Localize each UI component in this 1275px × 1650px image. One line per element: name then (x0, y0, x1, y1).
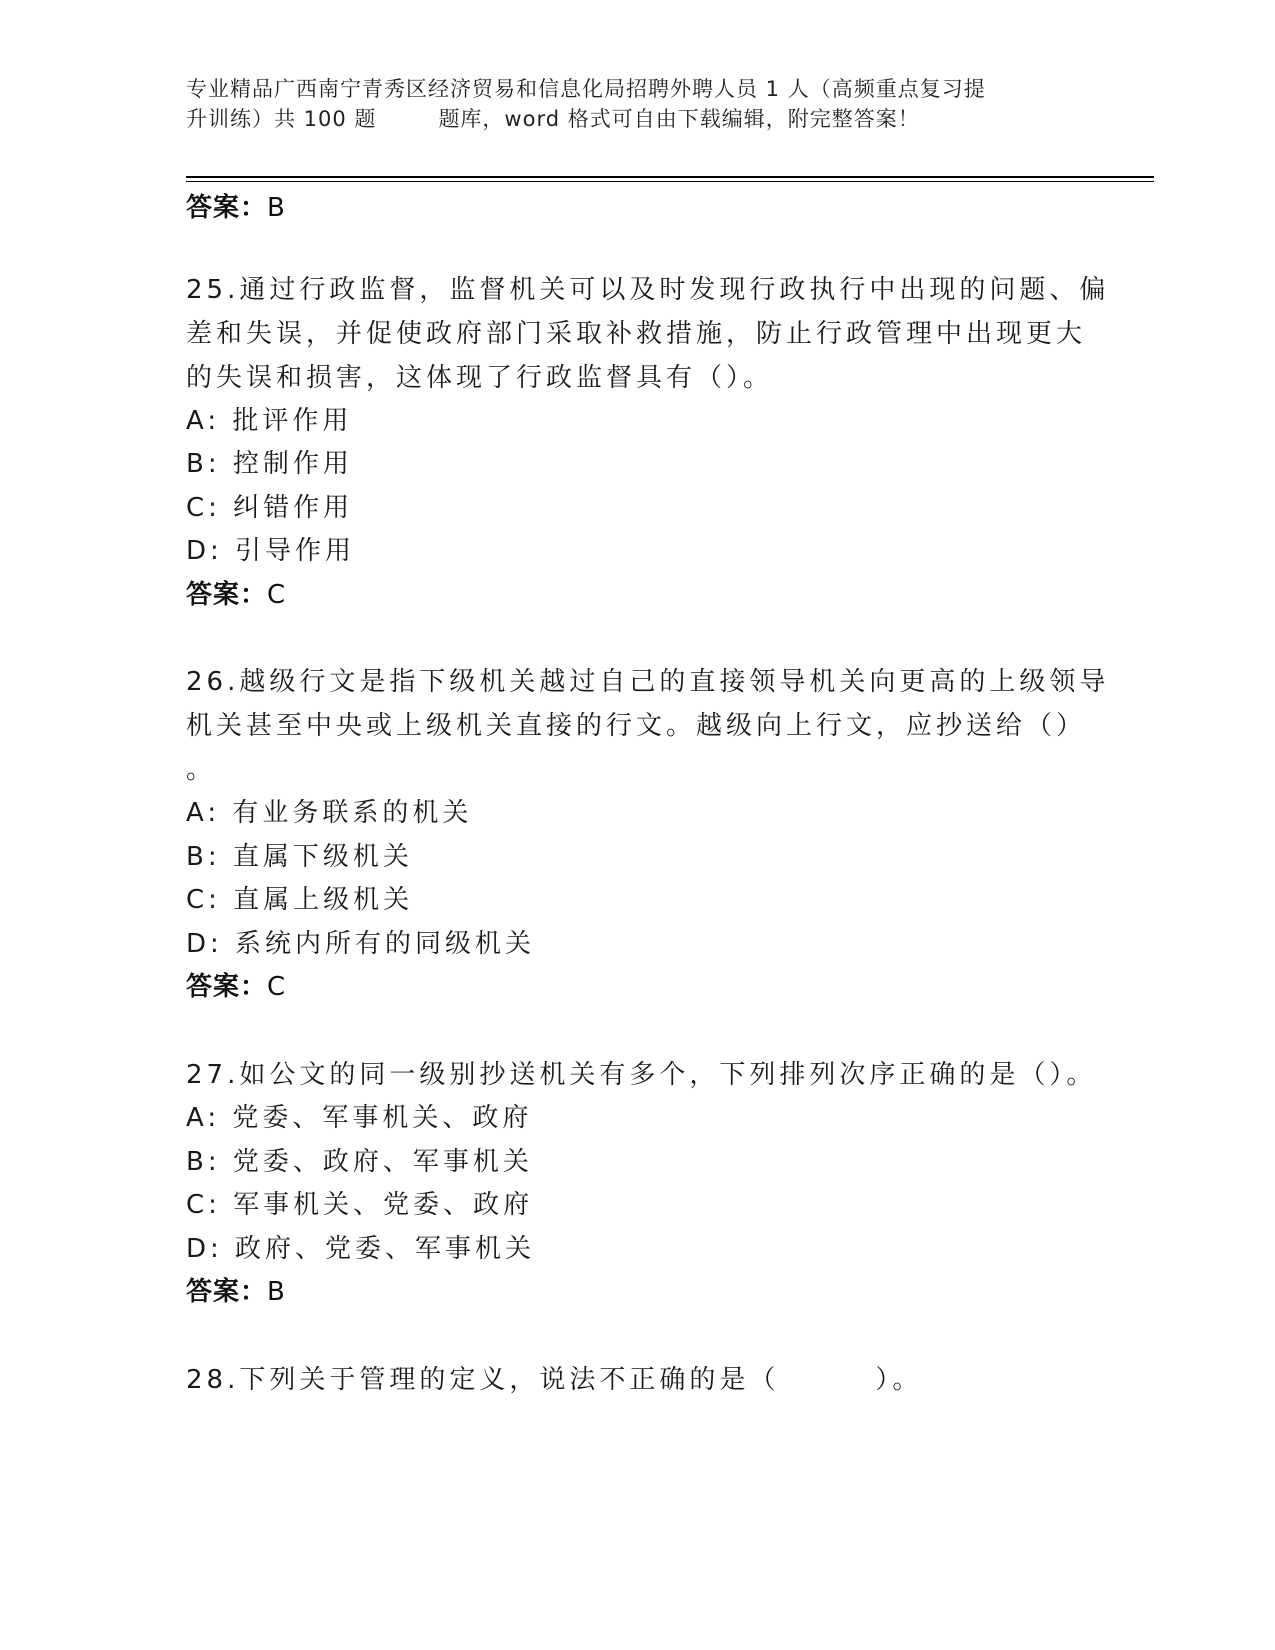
answer-25: 答案：C (186, 580, 287, 610)
header-line-2b: 题库，word 格式可自由下载编辑，附完整答案！ (438, 107, 920, 131)
question-25-option-c: C: 纠错作用 (186, 493, 354, 523)
question-26-line-3: 。 (186, 755, 217, 785)
question-26-option-b: B: 直属下级机关 (186, 842, 413, 872)
document-header (186, 74, 1086, 134)
question-27-option-d: D: 政府、党委、军事机关 (186, 1234, 536, 1264)
question-26-option-d: D: 系统内所有的同级机关 (186, 929, 536, 959)
question-26-option-c: C: 直属上级机关 (186, 885, 414, 915)
header-line-1: 专业精品广西南宁青秀区经济贸易和信息化局招聘外聘人员 1 人（高频重点复习提 (186, 77, 986, 101)
question-27-option-b: B: 党委、政府、军事机关 (186, 1147, 533, 1177)
question-25-line-3: 的失误和损害，这体现了行政监督具有（）。 (186, 363, 774, 393)
header-rule-thick (186, 176, 1154, 178)
question-25-line-2: 差和失误，并促使政府部门采取补救措施，防止行政管理中出现更大 (186, 319, 1087, 349)
question-26-line-1: 26.越级行文是指下级机关越过自己的直接领导机关向更高的上级领导 (186, 667, 1110, 697)
question-25-option-b: B: 控制作用 (186, 449, 353, 479)
question-26-option-a: A: 有业务联系的机关 (186, 798, 473, 828)
header-line-2 (186, 104, 1086, 134)
question-28-line-1: 28.下列关于管理的定义，说法不正确的是（ ）。 (186, 1365, 923, 1395)
question-25-line-1: 25.通过行政监督，监督机关可以及时发现行政执行中出现的问题、偏 (186, 275, 1110, 305)
header-rule-thin (186, 181, 1154, 182)
answer-27: 答案：B (186, 1277, 286, 1307)
question-25-option-d: D: 引导作用 (186, 536, 356, 566)
answer-24: 答案：B (186, 193, 286, 223)
question-27-option-c: C: 军事机关、党委、政府 (186, 1190, 534, 1220)
question-27-line-1: 27.如公文的同一级别抄送机关有多个，下列排列次序正确的是（）。 (186, 1060, 1097, 1090)
question-25-option-a: A: 批评作用 (186, 406, 353, 436)
answer-26: 答案：C (186, 972, 287, 1002)
question-26-line-2: 机关甚至中央或上级机关直接的行文。越级向上行文，应抄送给（） (186, 711, 1087, 741)
question-27-option-a: A: 党委、军事机关、政府 (186, 1103, 533, 1133)
header-line-2a: 升训练）共 100 题 (186, 107, 377, 131)
